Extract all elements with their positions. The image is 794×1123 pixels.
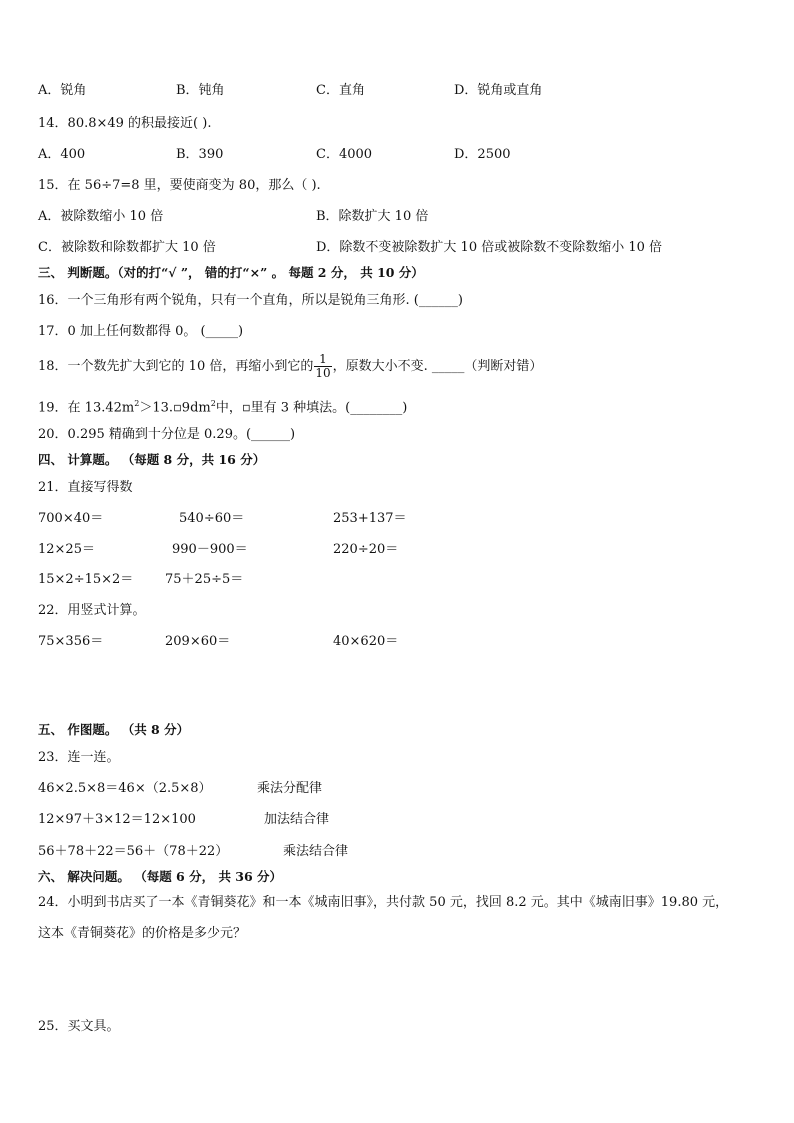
q21-item: 220÷20＝: [333, 542, 399, 557]
q21-stem: 21．直接写得数: [38, 480, 133, 495]
q21-item: 15×2÷15×2＝: [38, 572, 134, 587]
q19-after: 中，▫里有 3 种填法。(________): [215, 400, 408, 416]
q17-text: 17．0 加上任何数都得 0。 (_____): [38, 324, 244, 339]
q19-middle: ＞13.▫9dm: [139, 400, 211, 416]
q21-item: 540÷60＝: [179, 511, 245, 526]
q21-item: 253+137＝: [333, 511, 407, 526]
q23-right-item: 乘法分配律: [257, 781, 323, 796]
q13-option-b: B．钝角: [176, 83, 225, 98]
section-5-heading: 五、 作图题。 （共 8 分）: [38, 722, 190, 737]
q18-before: 18．一个数先扩大到它的 10 倍，再缩小到它的: [38, 359, 314, 374]
q23-right-item: 乘法结合律: [283, 844, 349, 859]
q18-after: ，原数大小不变. _____（判断对错）: [332, 359, 543, 374]
q24-line-2: 这本《青铜葵花》的价格是多少元？: [38, 926, 247, 941]
q22-stem: 22．用竖式计算。: [38, 603, 146, 618]
q23-stem: 23．连一连。: [38, 750, 120, 765]
q14-option-d: D．2500: [454, 147, 511, 162]
q19-before: 19．在 13.42m: [38, 400, 135, 416]
q14-option-c: C．4000: [316, 147, 373, 162]
q21-item: 990－900＝: [172, 542, 248, 557]
q20-text: 20．0.295 精确到十分位是 0.29。(______): [38, 427, 296, 442]
q15-option-b: B．除数扩大 10 倍: [316, 209, 429, 224]
q14-option-a: A．400: [38, 147, 86, 162]
q19-sup-1: 2: [134, 399, 140, 408]
q23-left-item: 56＋78＋22＝56＋（78＋22）: [38, 844, 229, 859]
q19-text: [38, 395, 407, 417]
q21-item: 75＋25÷5＝: [165, 572, 244, 587]
q15-option-c: C．被除数和除数都扩大 10 倍: [38, 240, 216, 255]
q13-option-a: A．锐角: [38, 83, 87, 98]
q21-item: 12×25＝: [38, 542, 95, 557]
q14-option-b: B．390: [176, 147, 224, 162]
q15-stem: 15．在 56÷7=8 里，要使商变为 80，那么（ ).: [38, 178, 321, 193]
q18-fraction: [314, 353, 331, 380]
q14-stem: 14．80.8×49 的积最接近( ).: [38, 116, 212, 131]
q24-line-1: 24．小明到书店买了一本《青铜葵花》和一本《城南旧事》，共付款 50 元，找回 8.2 元。其中《城南旧事》19.80 元，: [38, 895, 729, 910]
q13-option-d: D．锐角或直角: [454, 83, 543, 98]
q18-text: [38, 352, 542, 382]
q18-fraction-denominator: 10: [315, 366, 331, 380]
q15-option-a: A．被除数缩小 10 倍: [38, 209, 164, 224]
q23-left-item: 12×97＋3×12＝12×100: [38, 812, 196, 827]
q22-item: 75×356＝: [38, 634, 104, 649]
q21-item: 700×40＝: [38, 511, 104, 526]
q23-left-item: 46×2.5×8＝46×（2.5×8）: [38, 781, 212, 796]
q22-item: 209×60＝: [165, 634, 231, 649]
section-4-heading: 四、 计算题。 （每题 8 分，共 16 分）: [38, 452, 266, 467]
q23-right-item: 加法结合律: [264, 812, 330, 827]
section-6-heading: 六、 解决问题。 （每题 6 分， 共 36 分）: [38, 869, 283, 884]
q25-text: 25．买文具。: [38, 1019, 120, 1034]
q13-option-c: C．直角: [316, 83, 365, 98]
q16-text: 16．一个三角形有两个锐角，只有一个直角，所以是锐角三角形. (______): [38, 293, 463, 308]
q19-sup-2: 2: [210, 399, 216, 408]
q18-fraction-numerator: 1: [314, 353, 331, 367]
q22-item: 40×620＝: [333, 634, 399, 649]
q15-option-d: D．除数不变被除数扩大 10 倍或被除数不变除数缩小 10 倍: [316, 240, 663, 255]
section-3-heading: 三、 判断题。（对的打“√ ”， 错的打“×” 。 每题 2 分， 共 10 分）: [38, 265, 424, 280]
